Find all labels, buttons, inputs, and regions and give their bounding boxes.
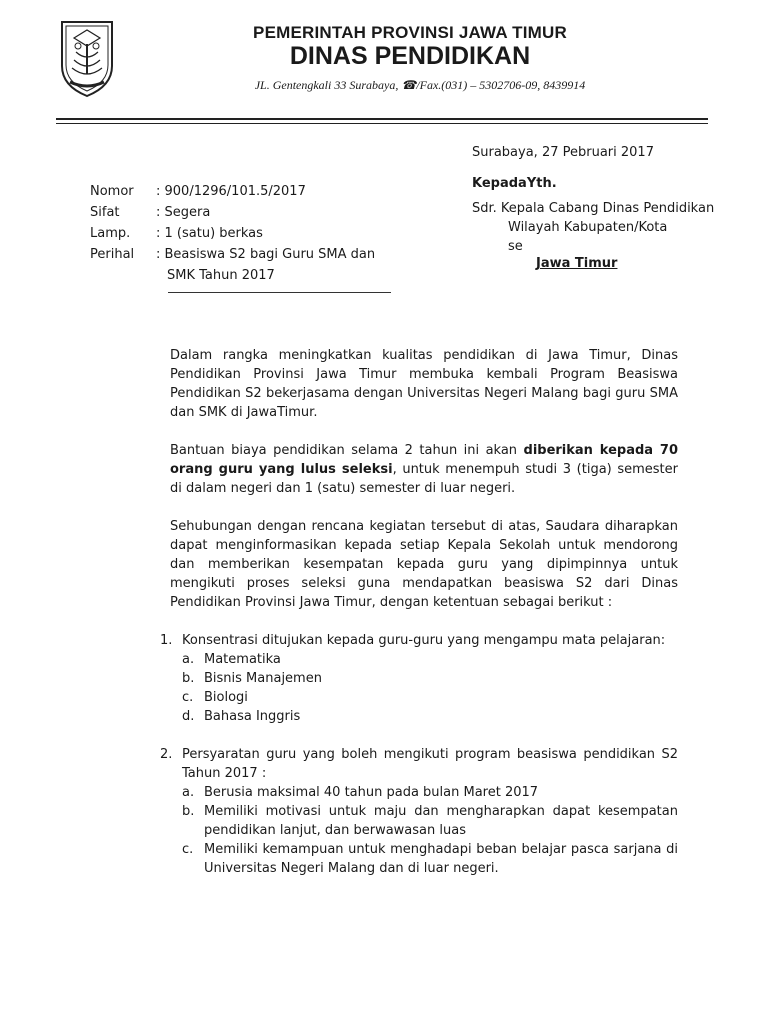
recipient-line-3: se: [508, 239, 523, 254]
government-heading: PEMERINTAH PROVINSI JAWA TIMUR: [253, 23, 567, 42]
province-coat-of-arms-logo: [58, 18, 116, 98]
meta-row-lamp: [90, 223, 375, 244]
sub-letter: d.: [182, 709, 195, 724]
letter-body: [160, 346, 679, 878]
sub-text: Memiliki motivasi untuk maju dan mengharapkan dapat kesempatan pendidikan lanjut, dan berwawasan luas: [204, 804, 678, 838]
letterhead-rule-thin: [56, 123, 708, 124]
meta-label: Nomor: [90, 184, 134, 199]
sub-text: Berusia maksimal 40 tahun pada bulan Maret 2017: [204, 785, 539, 800]
office-heading: DINAS PENDIDIKAN: [289, 42, 531, 70]
sub-letter: a.: [182, 652, 195, 667]
sub-list-item: [182, 669, 678, 688]
paragraph-2-text-b: , untuk menempuh studi 3 (tiga) semester di dalam negeri dan 1 (satu) semester di luar negeri.: [170, 462, 678, 496]
letter-meta: [90, 181, 375, 286]
sub-list-item: [182, 688, 678, 707]
meta-perihal-continuation: SMK Tahun 2017: [167, 268, 275, 283]
recipient-line-4: Jawa Timur: [536, 256, 618, 271]
list-number: 1.: [160, 633, 173, 648]
paragraph-2: [170, 441, 678, 498]
sub-list-item: [182, 707, 678, 726]
list-number: 2.: [160, 747, 173, 762]
sub-letter: c.: [182, 842, 194, 857]
sub-list-item: [182, 650, 678, 669]
perihal-underline: [168, 292, 391, 293]
list-item: [160, 745, 678, 878]
meta-label: Perihal: [90, 247, 135, 262]
sub-list: [182, 650, 678, 726]
recipient-line-2: Wilayah Kabupaten/Kota: [508, 220, 668, 235]
sub-list-item: [182, 783, 678, 802]
meta-row-nomor: [90, 181, 375, 202]
recipient-line-1: Sdr. Kepala Cabang Dinas Pendidikan: [472, 201, 715, 216]
meta-value: : Segera: [156, 205, 211, 220]
sub-text: Bisnis Manajemen: [204, 671, 322, 686]
letterhead-rule-thick: [56, 118, 708, 120]
recipient-salutation: KepadaYth.: [472, 176, 557, 191]
meta-label: Lamp.: [90, 226, 131, 241]
meta-value: : 900/1296/101.5/2017: [156, 184, 306, 199]
sub-text: Memiliki kemampuan untuk menghadapi beban belajar pasca sarjana di Universitas Negeri Malang dan di luar negeri.: [204, 842, 678, 876]
sub-list-item: [182, 840, 678, 878]
sub-letter: b.: [182, 804, 195, 819]
meta-row-sifat: [90, 202, 375, 223]
list-item-text: Konsentrasi ditujukan kepada guru-guru yang mengampu mata pelajaran:: [182, 633, 666, 648]
sub-text: Matematika: [204, 652, 281, 667]
office-address: JL. Gentengkali 33 Surabaya, ☎/Fax.(031) – 5302706-09, 8439914: [254, 78, 586, 92]
list-item: [160, 631, 678, 726]
meta-row-perihal: [90, 244, 375, 265]
sub-text: Bahasa Inggris: [204, 709, 301, 724]
paragraph-2-bold: diberikan kepada 70 orang guru yang lulus seleksi: [170, 443, 679, 477]
sub-list: [182, 783, 678, 878]
meta-value: : 1 (satu) berkas: [156, 226, 263, 241]
sub-letter: a.: [182, 785, 195, 800]
meta-label: Sifat: [90, 205, 120, 220]
paragraph-1: Dalam rangka meningkatkan kualitas pendidikan di Jawa Timur, Dinas Pendidikan Provinsi Jawa Timur membuka kembali Program Beasiswa Pendidikan S2 bekerjasama dengan Universitas Negeri Malang bagi guru SMA dan SMK di JawaTimur.: [170, 348, 678, 420]
sub-letter: b.: [182, 671, 195, 686]
paragraph-3: Sehubungan dengan rencana kegiatan tersebut di atas, Saudara diharapkan dapat menginformasikan kepada setiap Kepala Sekolah untuk mendorong dan memberikan kesempatan kepada guru yang dipimpinnya untuk mengikuti proses seleksi guna mendapatkan beasiswa S2 dari Dinas Pendidikan Provinsi Jawa Timur, dengan ketentuan sebagai berikut :: [170, 519, 678, 610]
list-item-text: Persyaratan guru yang boleh mengikuti program beasiswa pendidikan S2 Tahun 2017 :: [182, 747, 678, 781]
sub-letter: c.: [182, 690, 194, 705]
meta-value: : Beasiswa S2 bagi Guru SMA dan: [156, 247, 376, 262]
requirements-list: [160, 631, 678, 878]
sub-text: Biologi: [204, 690, 248, 705]
letter-date: Surabaya, 27 Pebruari 2017: [472, 145, 654, 160]
sub-list-item: [182, 802, 678, 840]
paragraph-2-text-a: Bantuan biaya pendidikan selama 2 tahun ini akan: [170, 443, 524, 458]
